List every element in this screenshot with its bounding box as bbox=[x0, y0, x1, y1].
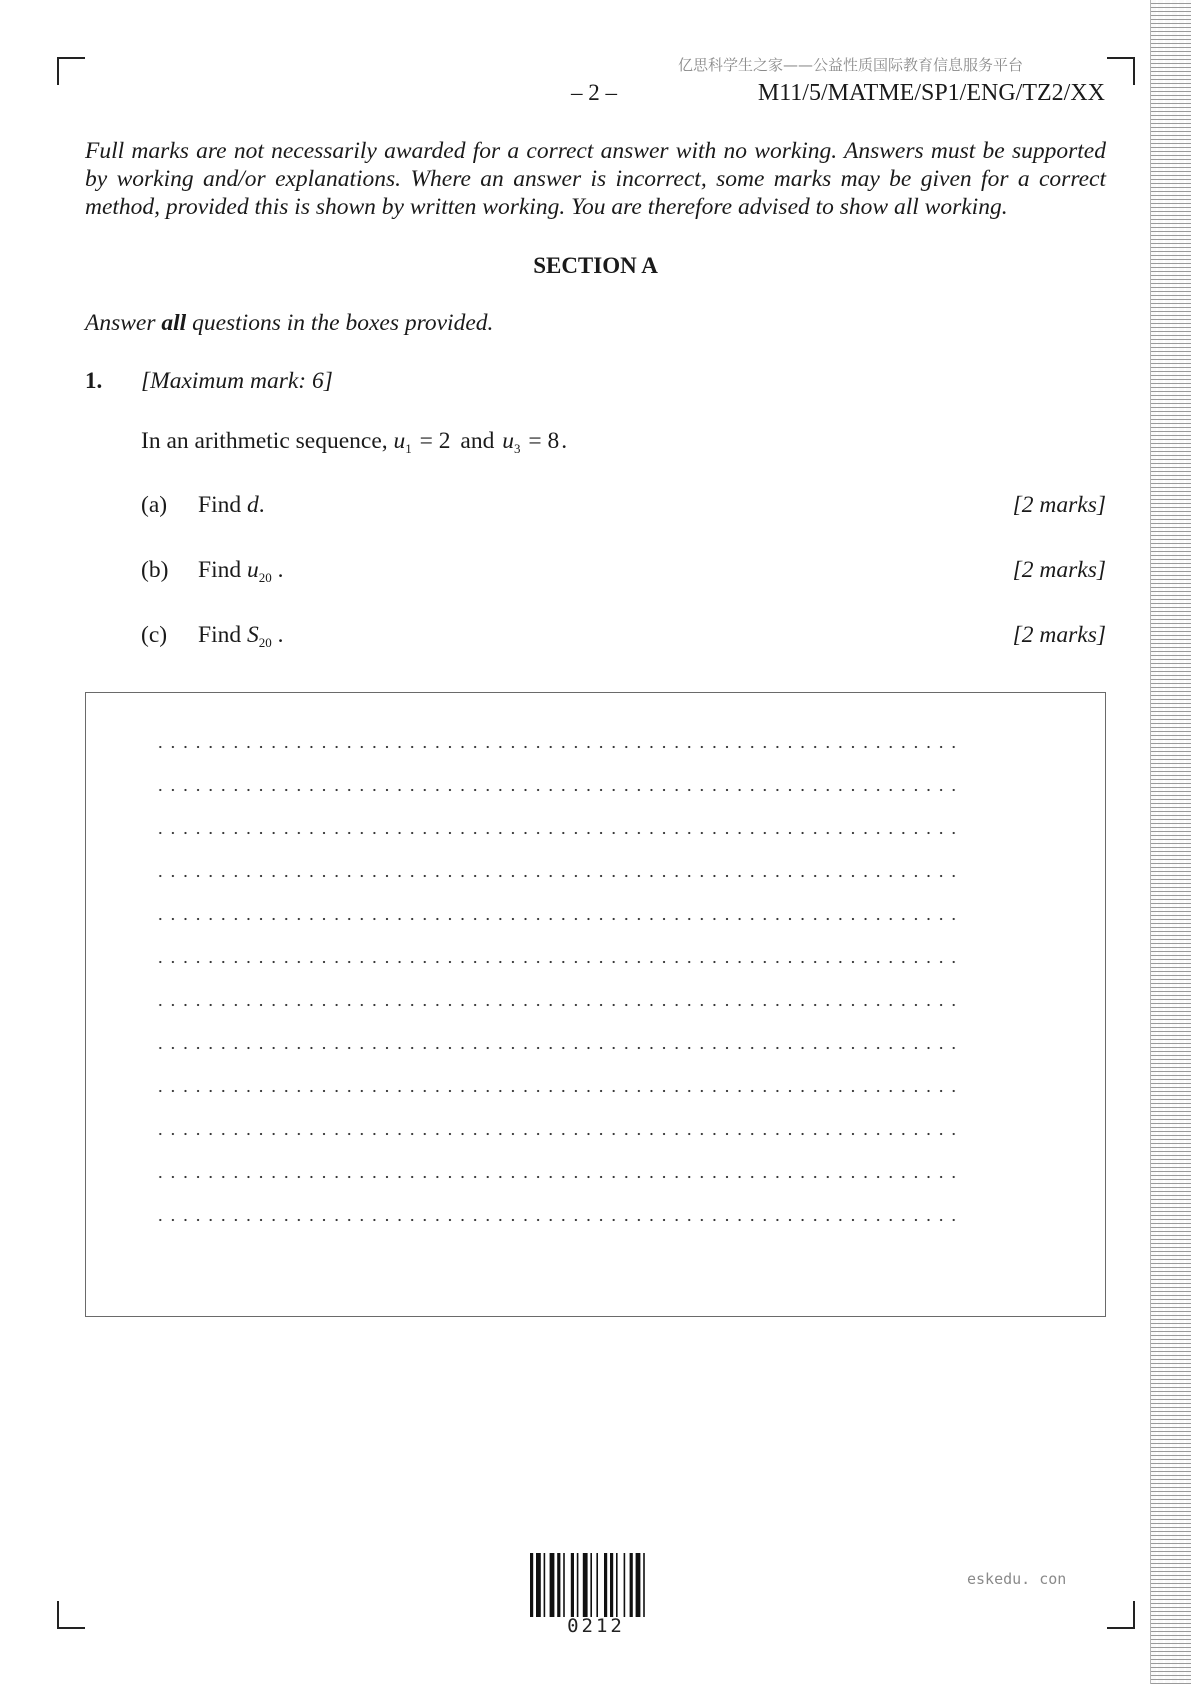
answer-dotted-line bbox=[154, 745, 959, 749]
barcode-bar bbox=[583, 1553, 588, 1617]
site-watermark: eskedu. con bbox=[967, 1570, 1067, 1588]
header-watermark: 亿思科学生之家——公益性质国际教育信息服务平台 bbox=[678, 56, 1024, 74]
stem-u3-sub: 3 bbox=[513, 441, 521, 456]
barcode-bar bbox=[577, 1553, 579, 1617]
part-text bbox=[198, 622, 283, 649]
stem-intro: In an arithmetic sequence, bbox=[141, 428, 388, 454]
part-marks: [2 marks] bbox=[1012, 557, 1106, 583]
question-part-c bbox=[141, 622, 1106, 652]
crop-mark-top-right bbox=[1107, 57, 1135, 85]
answer-dotted-line bbox=[154, 788, 959, 792]
part-sub: 20 bbox=[258, 635, 272, 650]
crop-mark-top-left bbox=[57, 57, 85, 85]
barcode-bar bbox=[550, 1553, 555, 1617]
barcode-bar bbox=[563, 1553, 565, 1617]
answer-dotted-line bbox=[154, 1132, 959, 1136]
answer-instruction-prefix: Answer bbox=[85, 310, 162, 336]
exam-instructions: Full marks are not necessarily awarded for a correct answer with no working. Answers must be supported by working and/or explanations. Where an answer is incorrect, some marks may be given for a correct method, provided this is shown by written working. You are therefore advised to show all working. bbox=[85, 138, 1106, 220]
page-number: – 2 – bbox=[571, 80, 617, 105]
barcode-bar bbox=[557, 1553, 560, 1617]
barcode-bar bbox=[624, 1553, 626, 1617]
question-part-a bbox=[141, 492, 1106, 522]
question-part-b bbox=[141, 557, 1106, 587]
stem-u1-sub: 1 bbox=[405, 441, 412, 456]
part-text bbox=[198, 557, 283, 584]
answer-dotted-line bbox=[154, 1003, 959, 1007]
barcode bbox=[530, 1553, 662, 1617]
section-title: SECTION A bbox=[533, 253, 658, 278]
question-max-mark: [Maximum mark: 6] bbox=[141, 368, 333, 394]
barcode-bar bbox=[590, 1553, 592, 1617]
barcode-bar bbox=[596, 1553, 598, 1617]
part-end: . bbox=[271, 622, 284, 648]
part-var: S bbox=[246, 622, 259, 648]
part-var: u bbox=[246, 557, 259, 583]
part-end: . bbox=[258, 492, 265, 518]
answer-dotted-line bbox=[154, 1046, 959, 1050]
crop-mark-bottom-left bbox=[57, 1601, 85, 1629]
barcode-bar bbox=[604, 1553, 607, 1617]
part-marks: [2 marks] bbox=[1012, 492, 1106, 518]
question-stem bbox=[141, 428, 567, 455]
part-sub: 20 bbox=[258, 570, 272, 585]
part-text bbox=[198, 492, 265, 519]
answer-dotted-line bbox=[154, 874, 959, 878]
stem-eq3: = 8 bbox=[528, 428, 560, 454]
stem-u3-var: u bbox=[502, 428, 514, 454]
part-var: d bbox=[246, 492, 259, 518]
part-find: Find bbox=[198, 492, 242, 518]
answer-dotted-line bbox=[154, 1089, 959, 1093]
barcode-bar bbox=[610, 1553, 613, 1617]
stem-end: . bbox=[561, 428, 568, 454]
part-find: Find bbox=[198, 557, 242, 583]
part-label: (a) bbox=[141, 492, 168, 518]
answer-dotted-line bbox=[154, 1218, 959, 1222]
answer-dotted-line bbox=[154, 917, 959, 921]
barcode-bar bbox=[616, 1553, 618, 1617]
answer-dotted-line bbox=[154, 960, 959, 964]
barcode-bar bbox=[571, 1553, 574, 1617]
paper-code: M11/5/MATME/SP1/ENG/TZ2/XX bbox=[757, 80, 1105, 106]
crop-mark-bottom-right bbox=[1107, 1601, 1135, 1629]
answer-instruction-bold: all bbox=[161, 310, 187, 336]
barcode-bar bbox=[544, 1553, 546, 1617]
stem-u1-var: u bbox=[393, 428, 406, 454]
page-edge-strip bbox=[1150, 0, 1191, 1684]
barcode-bar bbox=[536, 1553, 541, 1617]
barcode-bar bbox=[643, 1553, 645, 1617]
part-find: Find bbox=[198, 622, 242, 648]
stem-eq1: = 2 bbox=[419, 428, 451, 454]
answer-dotted-line bbox=[154, 1175, 959, 1179]
barcode-bar bbox=[636, 1553, 641, 1617]
part-marks: [2 marks] bbox=[1012, 622, 1106, 648]
part-label: (b) bbox=[141, 557, 169, 583]
part-end: . bbox=[271, 557, 284, 583]
part-label: (c) bbox=[141, 622, 168, 648]
question-number: 1. bbox=[85, 368, 103, 393]
barcode-number: 0212 bbox=[567, 1615, 625, 1637]
barcode-bar bbox=[530, 1553, 533, 1617]
answer-dotted-line bbox=[154, 831, 959, 835]
answer-instruction-suffix: questions in the boxes provided. bbox=[186, 310, 494, 336]
answer-box[interactable] bbox=[85, 692, 1106, 1317]
barcode-bar bbox=[630, 1553, 633, 1617]
answer-instruction bbox=[85, 310, 493, 337]
stem-and: and bbox=[460, 428, 495, 454]
